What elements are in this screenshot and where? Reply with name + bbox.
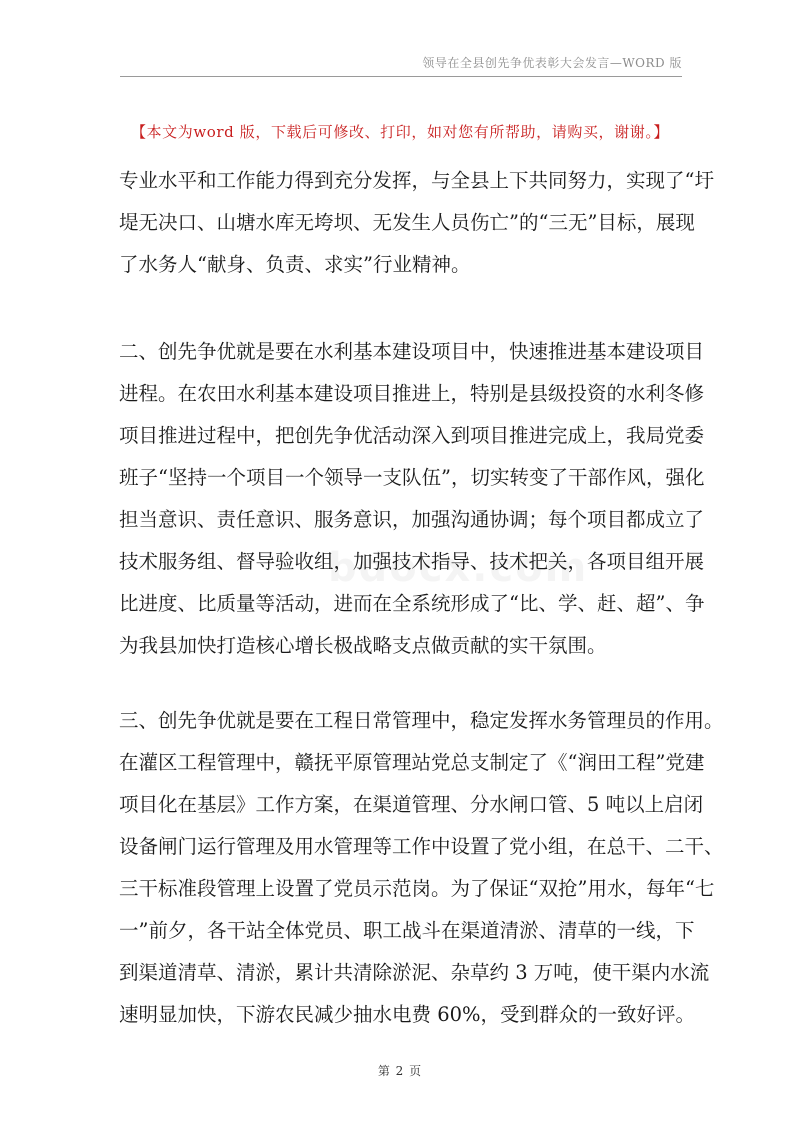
text-line: 了水务人“献身、负责、求实”行业精神。: [119, 253, 471, 276]
text-line: 项目推进过程中，把创先争优活动深入到项目推进完成上，我局党委: [119, 424, 705, 447]
text-line: 到渠道清草、清淤，累计共清除淤泥、杂草约 3 万吨，使干渠内水流: [119, 961, 710, 984]
paragraph-1: [119, 160, 714, 286]
text-line: 技术服务组、督导验收组，加强技术指导、技术把关，各项目组开展: [119, 550, 705, 573]
purchase-notice: 【本文为word 版，下载后可修改、打印，如对您有所帮助，请购买，谢谢。】: [130, 123, 670, 141]
text-line: 一”前夕，各干站全体党员、职工战斗在渠道清淤、清草的一线，下: [119, 919, 695, 942]
text-line: 为我县加快打造核心增长极战略支点做贡献的实干氛围。: [119, 634, 607, 657]
text-line: 三、创先争优就是要在工程日常管理中，稳定发挥水务管理员的作用。: [119, 709, 724, 732]
text-line: 项目化在基层》工作方案，在渠道管理、分水闸口管、5 吨以上启闭: [119, 793, 704, 816]
text-line: 班子“坚持一个项目一个领导一支队伍”，切实转变了干部作风，强化: [119, 466, 705, 489]
paragraph-2: [119, 331, 705, 667]
text-line: 设备闸门运行管理及用水管理等工作中设置了党小组，在总干、二干、: [119, 835, 724, 858]
page-header: [120, 50, 682, 77]
text-line: 在灌区工程管理中，赣抚平原管理站党总支制定了《“润田工程”党建: [119, 751, 705, 774]
text-line: 堤无决口、山塘水库无垮坝、无发生人员伤亡”的“三无”目标，展现: [119, 211, 695, 234]
header-title: 领导在全县创先争优表彰大会发言—WORD 版: [422, 56, 682, 70]
page-number: 第 2 页: [377, 1064, 423, 1078]
paragraph-3: [119, 700, 724, 1036]
text-line: 专业水平和工作能力得到充分发挥，与全县上下共同努力，实现了“圩: [119, 169, 714, 192]
text-line: 速明显加快，下游农民减少抽水电费 60%，受到群众的一致好评。: [119, 1003, 696, 1026]
text-line: 进程。在农田水利基本建设项目推进上，特别是县级投资的水利冬修: [119, 382, 705, 405]
text-line: 三干标准段管理上设置了党员示范岗。为了保证“双抢”用水，每年“七: [119, 877, 715, 900]
text-line: 二、创先争优就是要在水利基本建设项目中，快速推进基本建设项目: [119, 340, 705, 363]
text-line: 比进度、比质量等活动，进而在全系统形成了“比、学、赶、超”、争: [119, 592, 705, 615]
text-line: 担当意识、责任意识、服务意识，加强沟通协调；每个项目都成立了: [119, 508, 705, 531]
